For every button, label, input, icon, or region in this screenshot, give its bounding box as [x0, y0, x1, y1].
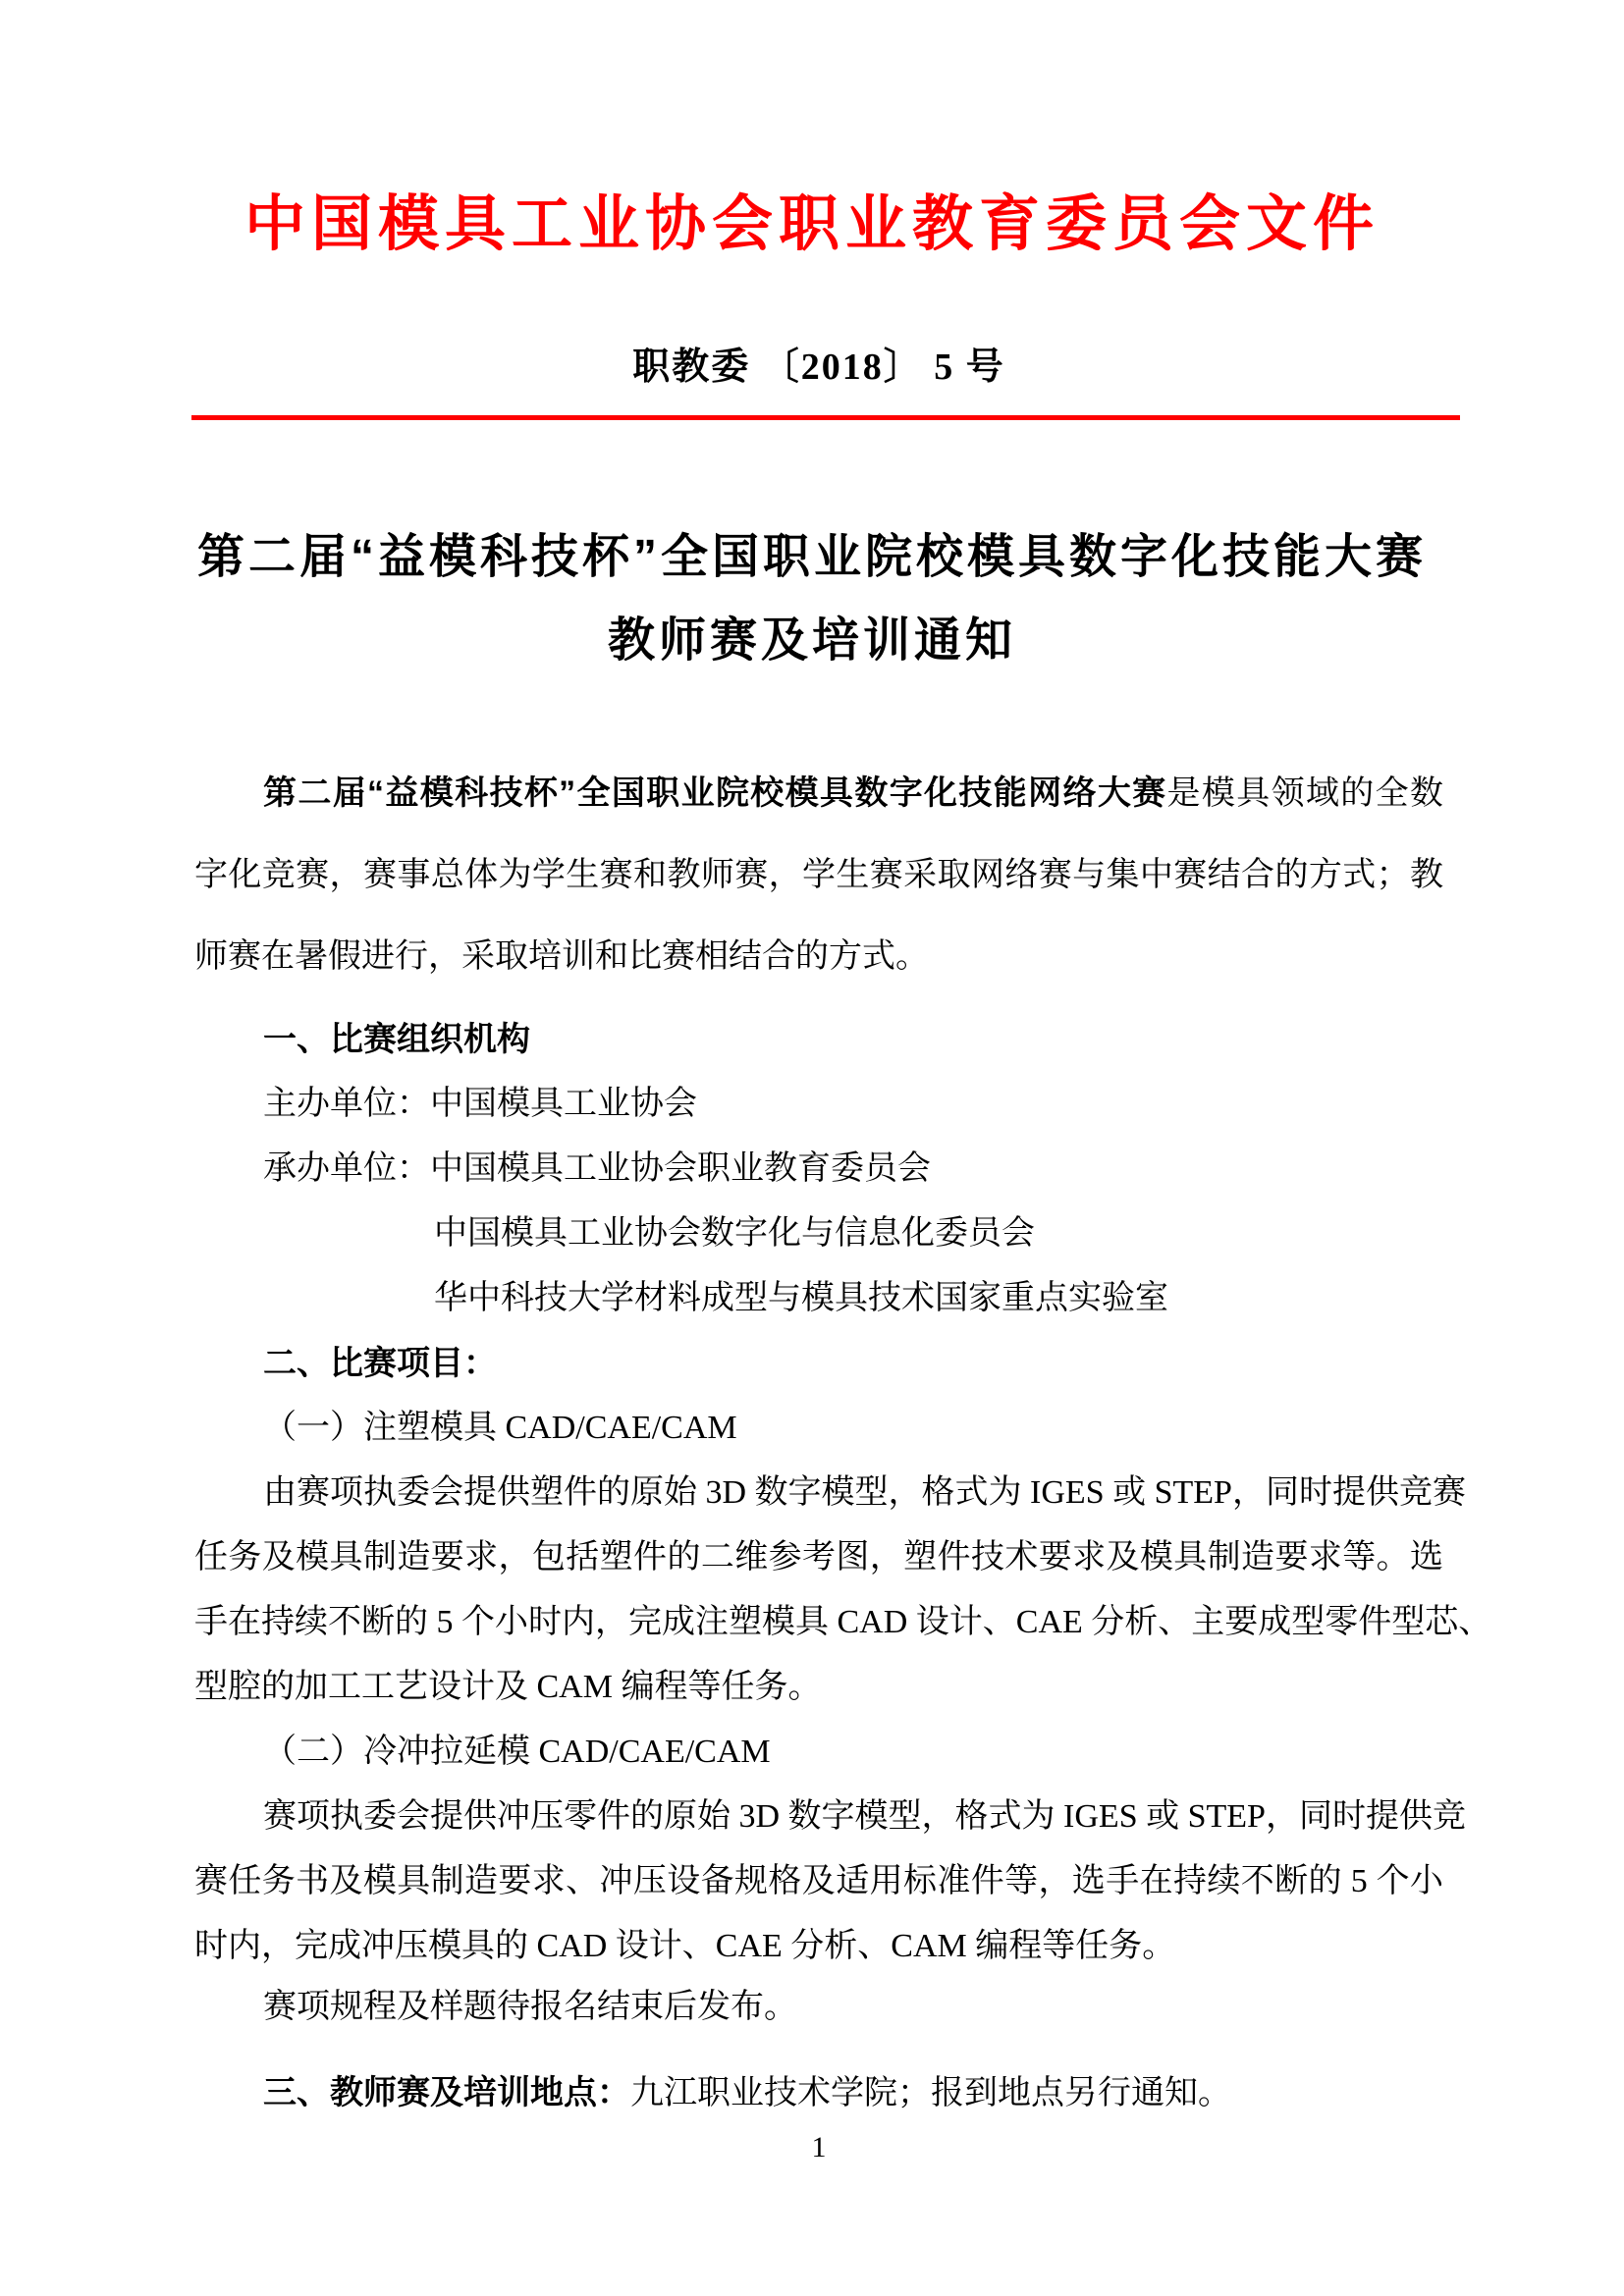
intro-lead-bold: 第二届“益模科技杯”全国职业院校模具数字化技能网络大赛 — [263, 774, 1167, 812]
event-2-title: （二）冷冲拉延模 CAD/CAE/CAM — [263, 1734, 771, 1770]
event-1-text-line-2: 任务及模具制造要求，包括塑件的二维参考图，塑件技术要求及模具制造要求等。选 — [194, 1539, 1443, 1575]
rules-release-note: 赛项规程及样题待报名结束后发布。 — [263, 1989, 797, 2025]
organizer-line-3: 华中科技大学材料成型与模具技术国家重点实验室 — [434, 1280, 1168, 1316]
document-title-line-1: 第二届“益模科技杯”全国职业院校模具数字化技能大赛 — [196, 531, 1427, 583]
section-3-text: 九江职业技术学院；报到地点另行通知。 — [630, 2075, 1231, 2111]
intro-line-1 — [194, 753, 1443, 834]
intro-paragraph — [194, 753, 1443, 997]
page-number: 1 — [811, 2131, 827, 2163]
event-1-text-line-1: 由赛项执委会提供塑件的原始 3D 数字模型，格式为 IGES 或 STEP，同时提供竞赛 — [263, 1474, 1466, 1511]
section-2-heading: 二、比赛项目： — [263, 1345, 497, 1382]
intro-line-3: 师赛在暑假进行，采取培训和比赛相结合的方式。 — [194, 938, 929, 975]
red-divider-line — [191, 415, 1460, 420]
red-header-banner-title: 中国模具工业协会职业教育委员会文件 — [244, 191, 1380, 258]
document-title-line-2: 教师赛及培训通知 — [607, 614, 1016, 667]
organizer-line-2: 中国模具工业协会数字化与信息化委员会 — [434, 1215, 1035, 1252]
section-3-heading: 三、教师赛及培训地点： — [263, 2074, 630, 2111]
intro-lead-rest: 是模具领域的全数 — [1166, 775, 1444, 812]
event-2-text-line-2: 赛任务书及模具制造要求、冲压设备规格及适用标准件等，选手在持续不断的 5 个小 — [194, 1863, 1443, 1899]
section-1-heading: 一、比赛组织机构 — [263, 1021, 530, 1058]
event-2-text-line-1: 赛项执委会提供冲压零件的原始 3D 数字模型，格式为 IGES 或 STEP，同时提供竞 — [263, 1798, 1466, 1835]
event-1-text-line-4: 型腔的加工工艺设计及 CAM 编程等任务。 — [194, 1669, 822, 1705]
document-number: 职教委 〔2018〕 5 号 — [632, 347, 1005, 388]
event-1-text-line-3: 手在持续不断的 5 个小时内，完成注塑模具 CAD 设计、CAE 分析、主要成型零件型芯、 — [194, 1604, 1492, 1640]
organizer-line-1: 承办单位：中国模具工业协会职业教育委员会 — [263, 1150, 931, 1187]
section-3-location-line — [194, 2060, 1443, 2125]
document-body — [194, 1007, 1492, 1979]
intro-line-2: 字化竞赛，赛事总体为学生赛和教师赛，学生赛采取网络赛与集中赛结合的方式；教 — [194, 857, 1443, 893]
event-2-text-line-3: 时内，完成冲压模具的 CAD 设计、CAE 分析、CAM 编程等任务。 — [194, 1928, 1176, 1964]
event-1-title: （一）注塑模具 CAD/CAE/CAM — [263, 1410, 737, 1446]
host-unit-line: 主办单位：中国模具工业协会 — [263, 1086, 697, 1122]
